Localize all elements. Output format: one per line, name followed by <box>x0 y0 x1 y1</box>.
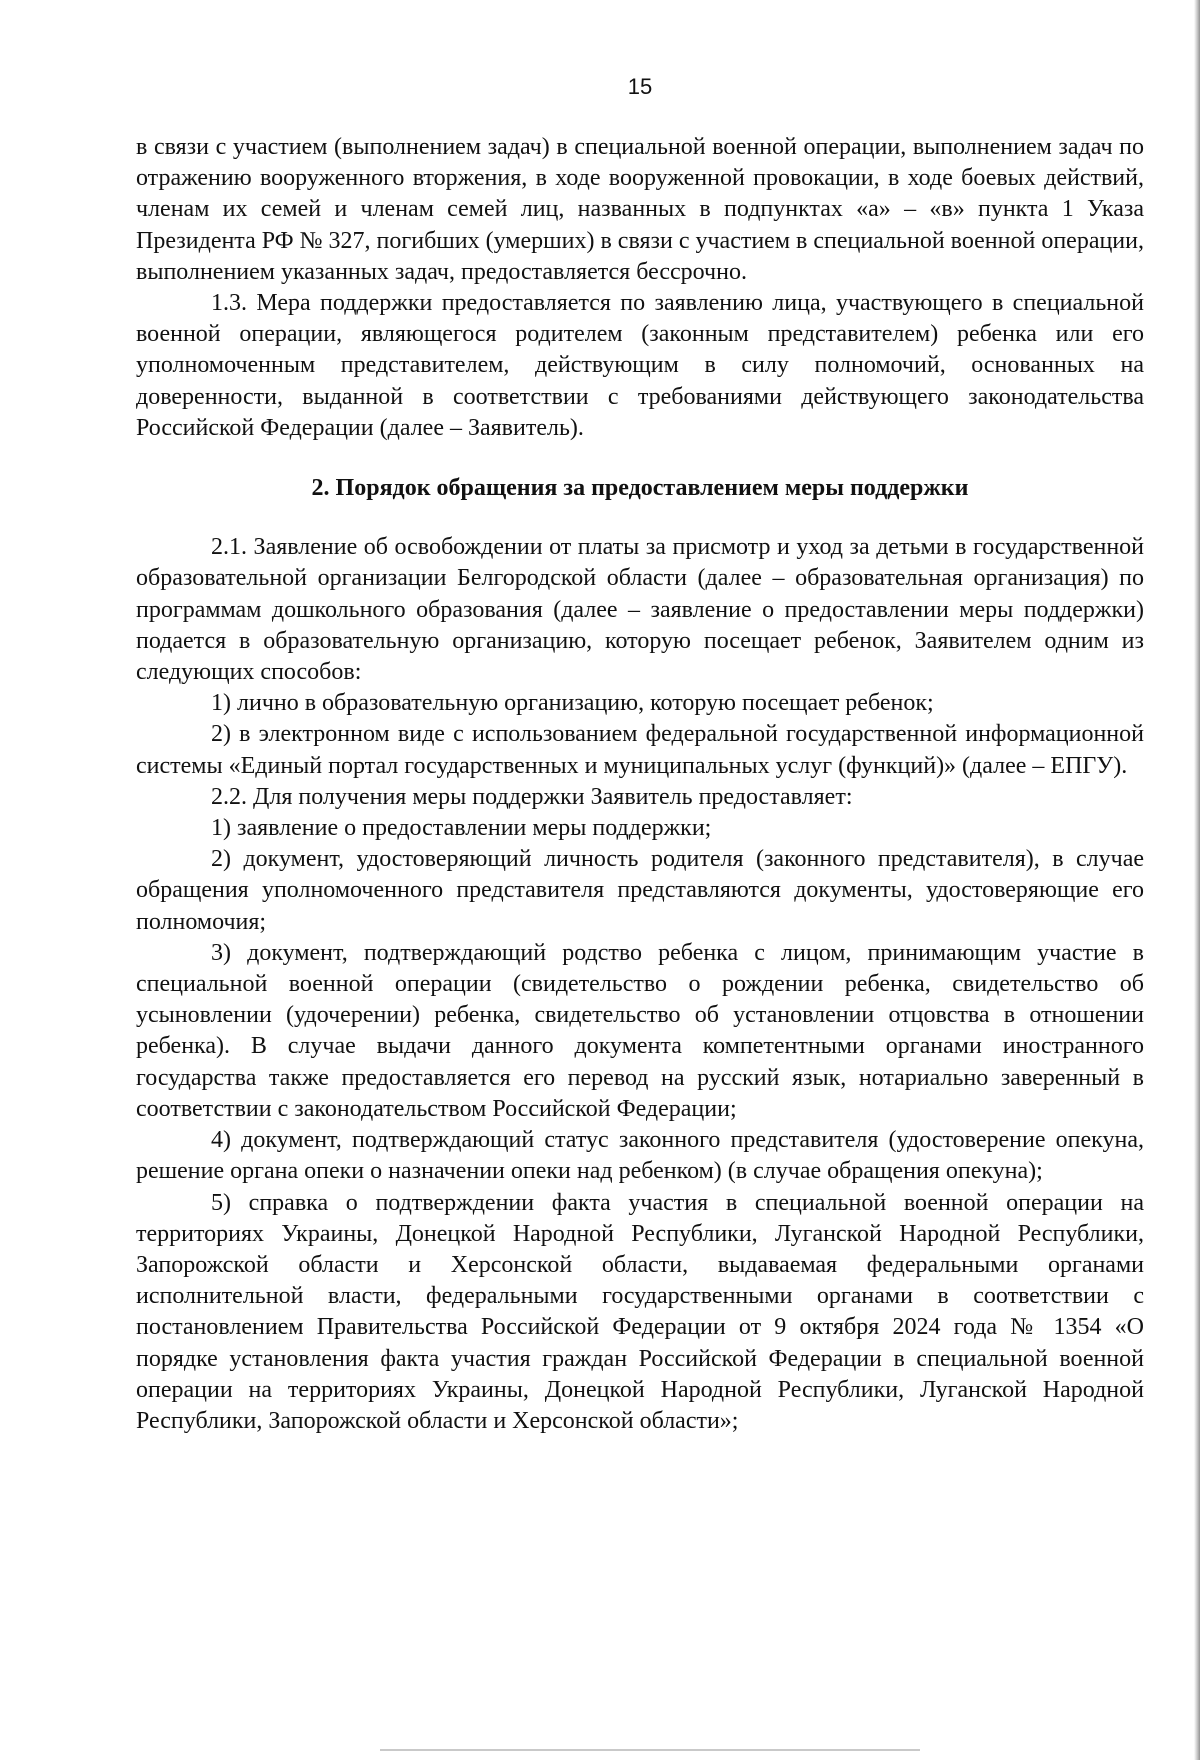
list-item-2-1-2: 2) в электронном виде с использованием федеральной государственной информационной системы «Единый портал государственных и муниципальных услуг (функций)» (далее – ЕПГУ). <box>136 721 1144 779</box>
page-number: 15 <box>627 74 653 99</box>
document-body <box>136 132 1144 1437</box>
list-item-2-2-5: 5) справка о подтверждении факта участия в специальной военной операции на территориях Украины, Донецкой Народной Республики, Луганской Народной Республики, Запорожской области и Херсонской области, выдаваемая федеральными органами исполнительной власти, федеральными государственными органами в соответствии с постановлением Правительства Российской Федерации от 9 октября 2024 года № 1354 «О порядке установления факта участия граждан Российской Федерации в специальной военной операции на территориях Украины, Донецкой Народной Республики, Луганской Народной Республики, Запорожской области и Херсонской области»; <box>136 1189 1144 1434</box>
scan-edge-shadow <box>1194 0 1200 1760</box>
list-item-2-2-3: 3) документ, подтверждающий родство ребенка с лицом, принимающим участие в специальной военной операции (свидетельство о рождении ребенка, свидетельство об усыновлении (удочерении) ребенка, свидетельство об установлении отцовства в отношении ребенка). В случае выдачи данного документа компетентными органами иностранного государства также предоставляется его перевод на русский язык, нотариально заверенный в соответствии с законодательством Российской Федерации; <box>136 939 1144 1122</box>
list-item-2-1-1: 1) лично в образовательную организацию, которую посещает ребенок; <box>211 690 934 717</box>
paragraph-2-2: 2.2. Для получения меры поддержки Заявитель предоставляет: <box>211 783 853 810</box>
section-heading-2: 2. Порядок обращения за предоставлением меры поддержки <box>311 475 969 502</box>
list-item-2-2-2: 2) документ, удостоверяющий личность родителя (законного представителя), в случае обращения уполномоченного представителя представляются документы, удостоверяющие его полномочия; <box>136 846 1144 935</box>
paragraph-1-3: 1.3. Мера поддержки предоставляется по заявлению лица, участвующего в специальной военной операции, являющегося родителем (законным представителем) ребенка или его уполномоченным представителем, действующим в силу полномочий, основанных на доверенности, выданной в соответствии с требованиями действующего законодательства Российской Федерации (далее – Заявитель). <box>136 290 1144 441</box>
list-item-2-2-4: 4) документ, подтверждающий статус законного представителя (удостоверение опекуна, решение органа опеки о назначении опеки над ребенком) (в случае обращения опекуна); <box>136 1127 1144 1185</box>
list-item-2-2-1: 1) заявление о предоставлении меры поддержки; <box>211 815 712 842</box>
scan-bottom-line <box>380 1749 920 1751</box>
paragraph-continuation: в связи с участием (выполнением задач) в специальной военной операции, выполнением задач по отражению вооруженного вторжения, в ходе вооруженной провокации, в ходе боевых действий, членам их семей и членам семей лиц, названных в подпунктах «а» – «в» пункта 1 Указа Президента РФ № 327, погибших (умерших) в связи с участием в специальной военной операции, выполнением указанных задач, предоставляется бессрочно. <box>136 134 1144 285</box>
paragraph-2-1: 2.1. Заявление об освобождении от платы за присмотр и уход за детьми в государственной образовательной организации Белгородской области (далее – образовательная организация) по программам дошкольного образования (далее – заявление о предоставлении меры поддержки) подается в образовательную организацию, которую посещает ребенок, Заявителем одним из следующих способов: <box>136 534 1144 686</box>
